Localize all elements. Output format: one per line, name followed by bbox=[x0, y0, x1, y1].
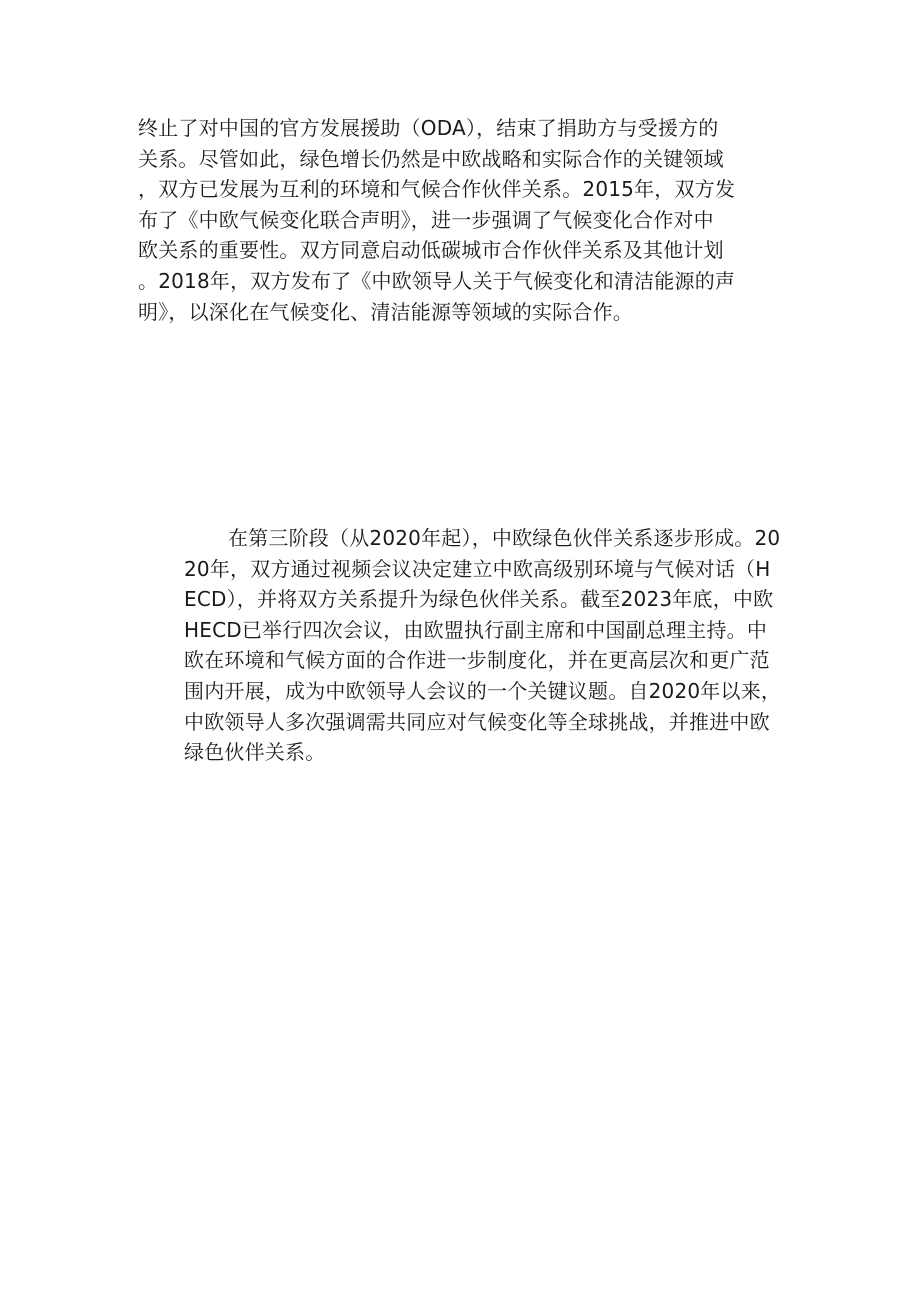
text-line: 中欧领导人多次强调需共同应对气候变化等全球挑战，并推进中欧 bbox=[184, 709, 770, 734]
paragraph-third-stage bbox=[184, 523, 824, 768]
text-line: 20年，双方通过视频会议决定建立中欧高级别环境与气候对话（H bbox=[184, 556, 771, 581]
text-line: 布了《中欧气候变化联合声明》，进一步强调了气候变化合作对中 bbox=[138, 207, 714, 232]
paragraph-oda-history bbox=[138, 113, 788, 327]
text-line: 欧在环境和气候方面的合作进一步制度化，并在更高层次和更广范 bbox=[184, 648, 770, 673]
text-line: ECD），并将双方关系提升为绿色伙伴关系。截至2023年底，中欧 bbox=[184, 587, 774, 612]
text-line: 在第三阶段（从2020年起），中欧绿色伙伴关系逐步形成。20 bbox=[228, 526, 781, 550]
text-line: 围内开展，成为中欧领导人会议的一个关键议题。自2020年以来， bbox=[184, 678, 782, 703]
text-line: ，双方已发展为互利的环境和气候合作伙伴关系。2015年，双方发 bbox=[138, 177, 736, 202]
text-line: 欧关系的重要性。双方同意启动低碳城市合作伙伴关系及其他计划 bbox=[138, 238, 724, 263]
text-line: 绿色伙伴关系。 bbox=[184, 740, 326, 765]
text-line: 明》，以深化在气候变化、清洁能源等领域的实际合作。 bbox=[138, 299, 633, 324]
text-line: 。2018年，双方发布了《中欧领导人关于气候变化和清洁能源的声 bbox=[138, 268, 736, 293]
text-line: 关系。尽管如此，绿色增长仍然是中欧战略和实际合作的关键领域 bbox=[138, 146, 724, 171]
text-line: 终止了对中国的官方发展援助（ODA），结束了捐助方与受援方的 bbox=[138, 116, 719, 140]
text-line: HECD已举行四次会议，由欧盟执行副主席和中国副总理主持。中 bbox=[184, 617, 768, 642]
